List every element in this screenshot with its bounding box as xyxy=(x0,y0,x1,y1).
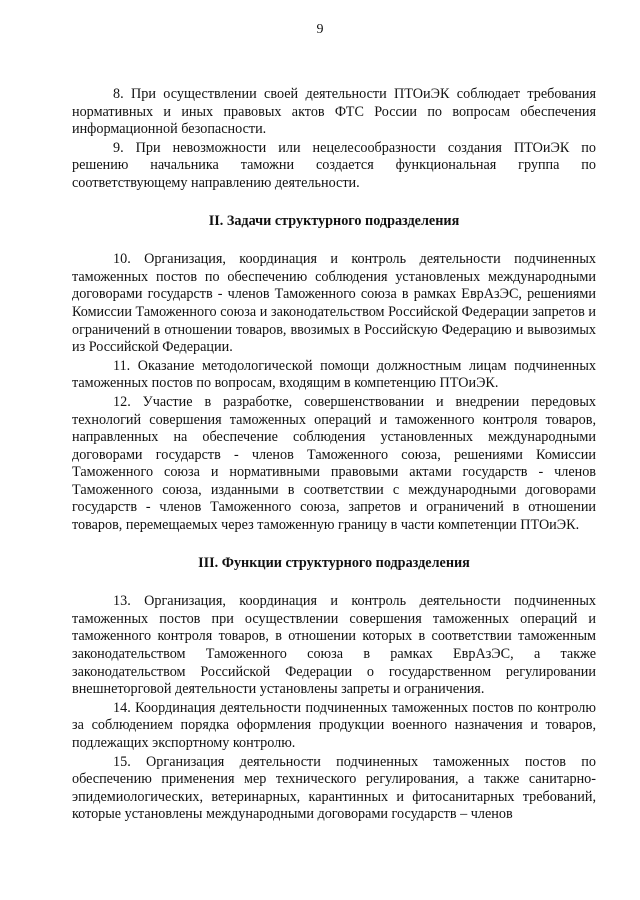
paragraph-8: 8. При осуществлении своей деятельности ПТОиЭК соблюдает требования нормативных и иных правовых актов ФТС России по вопросам обеспечения информационной безопасности. xyxy=(72,86,596,138)
section-3-title: III. Функции структурного подразделения xyxy=(198,554,470,571)
paragraph-13: 13. Организация, координация и контроль деятельности подчиненных таможенных постов при осуществлении совершения таможенных операций и таможенного контроля товаров, в отношении которых в соответствии таможенным законодательством Таможенного союза в рамках ЕврАзЭС, а также законодательством Российской Федерации о государственном регулировании внешнеторговой деятельности установлены запреты и ограничения. xyxy=(72,593,596,698)
paragraph-12: 12. Участие в разработке, совершенствовании и внедрении передовых технологий совершения таможенных операций и таможенного контроля товаров, направленных на обеспечение соблюдения установленных международными договорами государств - членов Таможенного союза, решениями Комиссии Таможенного союза и нормативными правовыми актами государств - членов Таможенного союза, изданными в соответствии с международными договорами государств - членов Таможенного союза, запретов и ограничений в отношении товаров, перемещаемых через таможенную границу в части компетенции ПТОиЭК. xyxy=(72,393,596,534)
paragraph-15: 15. Организация деятельности подчиненных таможенных постов по обеспечению применения мер технического регулирования, а также санитарно-эпидемиологических, ветеринарных, карантинных и фитосанитарных требований, которые установлены международными договорами государств – членов xyxy=(72,753,596,823)
document-body xyxy=(72,86,596,824)
page-number: 9 xyxy=(316,22,324,37)
paragraph-14: 14. Координация деятельности подчиненных таможенных постов по контролю за соблюдением порядка оформления продукции военного назначения и товаров, подлежащих экспортному контролю. xyxy=(72,699,596,751)
section-2-title: II. Задачи структурного подразделения xyxy=(208,212,460,229)
paragraph-11: 11. Оказание методологической помощи должностным лицам подчиненных таможенных постов по вопросам, входящим в компетенцию ПТОиЭК. xyxy=(72,357,596,392)
paragraph-9: 9. При невозможности или нецелесообразности создания ПТОиЭК по решению начальника таможни создается функциональная группа по соответствующему направлению деятельности. xyxy=(72,139,596,191)
paragraph-10: 10. Организация, координация и контроль деятельности подчиненных таможенных постов по обеспечению соблюдения установленых международными договорами государств - членов Таможенного союза в рамках ЕврАзЭС, решениями Комиссии Таможенного союза и законодательством Российской Федерации запретов и ограничений в отношении товаров, ввозимых в Российскую Федерацию и вывозимых из Российской Федерации. xyxy=(72,251,596,356)
